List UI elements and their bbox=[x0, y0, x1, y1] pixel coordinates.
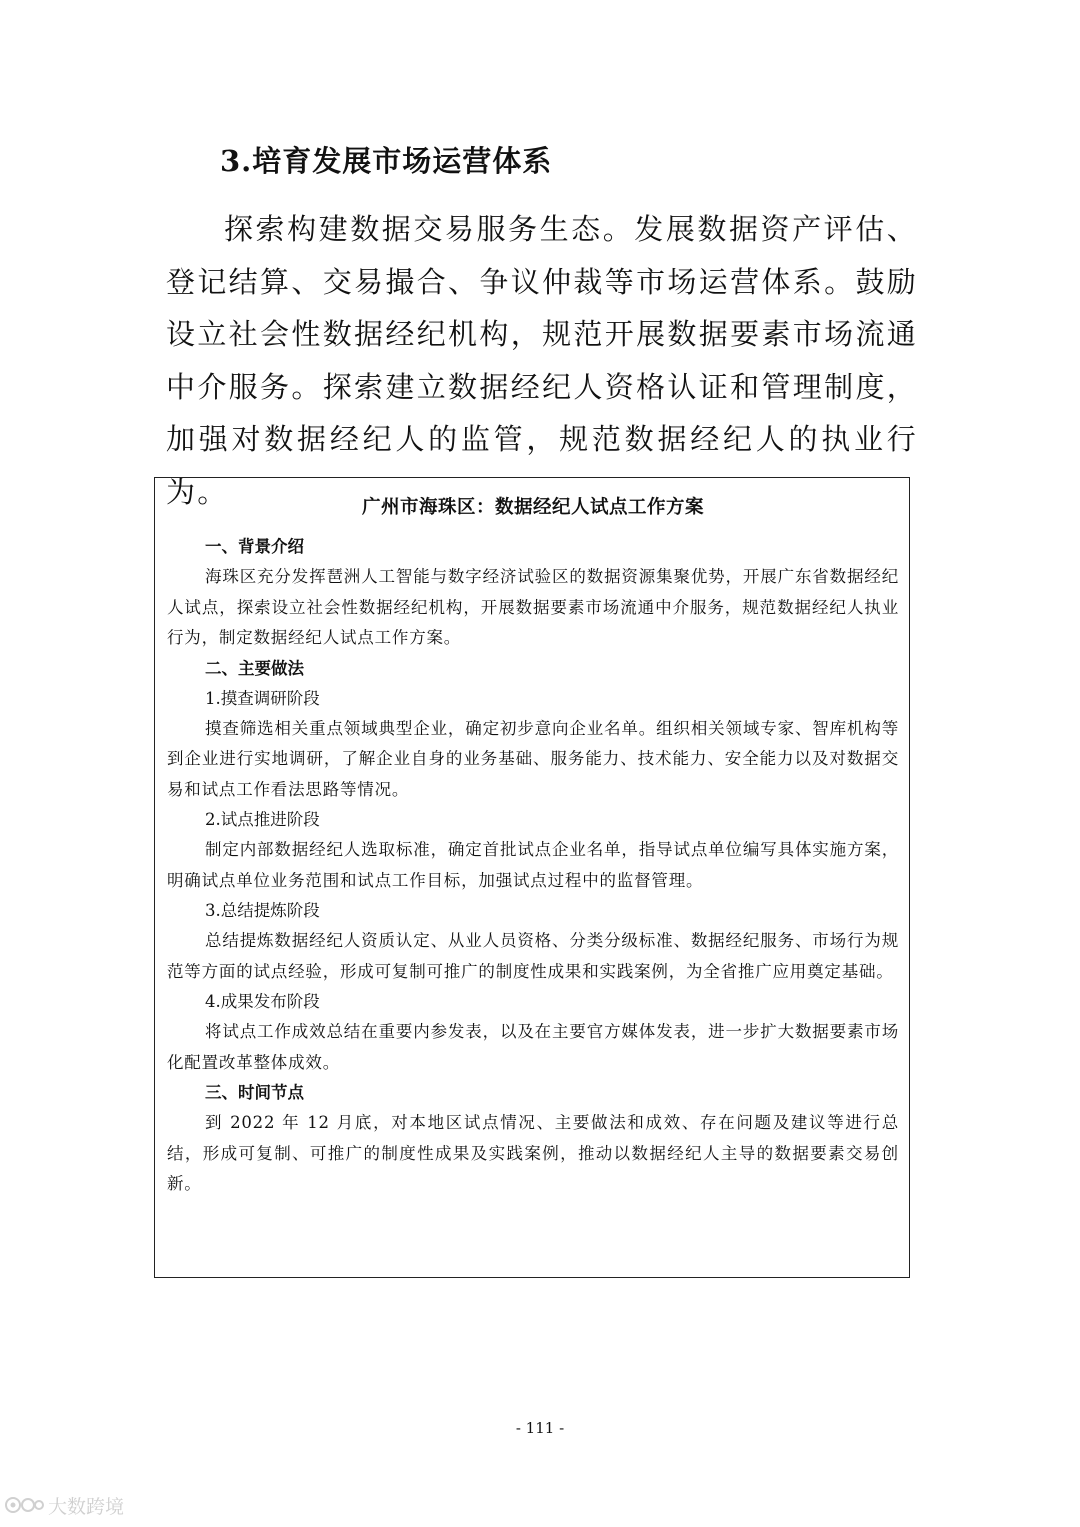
background-text: 海珠区充分发挥琶洲人工智能与数字经济试验区的数据资源集聚优势，开展广东省数据经纪人试点，探索设立社会性数据经纪机构，开展数据要素市场流通中介服务，规范数据经纪人执业行为，制定数据经纪人试点工作方案。 bbox=[167, 567, 899, 647]
stage-4-text: 将试点工作成效总结在重要内参发表，以及在主要官方媒体发表，进一步扩大数据要素市场化配置改革整体成效。 bbox=[167, 1022, 899, 1072]
intro-paragraph bbox=[166, 203, 918, 518]
timeline-text: 到 2022 年 12 月底，对本地区试点情况、主要做法和成效、存在问题及建议等进行总结，形成可复制、可推广的制度性成果及实践案例，推动以数据经纪人主导的数据要素交易创新。 bbox=[167, 1113, 899, 1193]
timeline-heading: 三、时间节点 bbox=[205, 1083, 304, 1102]
stage-1-title: 1.摸查调研阶段 bbox=[205, 688, 320, 708]
stage-1-text: 摸查筛选相关重点领域典型企业，确定初步意向企业名单。组织相关领域专家、智库机构等到企业进行实地调研，了解企业自身的业务基础、服务能力、技术能力、安全能力以及对数据交易和试点工作看法思路等情况。 bbox=[167, 718, 899, 799]
watermark bbox=[4, 1490, 124, 1520]
case-box-title: 广州市海珠区：数据经纪人试点工作方案 bbox=[361, 497, 704, 518]
stage-3-text: 总结提炼数据经纪人资质认定、从业人员资格、分类分级标准、数据经纪服务、市场行为规范等方面的试点经验，形成可复制可推广的制度性成果和实践案例，为全省推广应用奠定基础。 bbox=[167, 931, 899, 981]
watermark-text: 大数跨境 bbox=[48, 1495, 125, 1518]
stage-2-title: 2.试点推进阶段 bbox=[205, 810, 320, 829]
case-box bbox=[154, 477, 910, 1278]
stage-4-title: 4.成果发布阶段 bbox=[205, 992, 320, 1011]
stage-2-text: 制定内部数据经纪人选取标准，确定首批试点企业名单，指导试点单位编写具体实施方案，明确试点单位业务范围和试点工作目标，加强试点过程中的监督管理。 bbox=[167, 840, 899, 890]
stage-3-title: 3.总结提炼阶段 bbox=[205, 901, 320, 920]
intro-text: 探索构建数据交易服务生态。发展数据资产评估、登记结算、交易撮合、争议仲裁等市场运营体系。鼓励设立社会性数据经纪机构，规范开展数据要素市场流通中介服务。探索建立数据经纪人资格认证和管理制度，加强对数据经纪人的监管，规范数据经纪人的执业行为。 bbox=[166, 212, 918, 509]
background-heading: 一、背景介绍 bbox=[205, 537, 304, 556]
approach-heading: 二、主要做法 bbox=[205, 658, 304, 678]
watermark-logo-icon bbox=[4, 1494, 44, 1516]
page-number: - 111 - bbox=[515, 1419, 565, 1437]
section-heading: 3.培育发展市场运营体系 bbox=[220, 144, 553, 178]
